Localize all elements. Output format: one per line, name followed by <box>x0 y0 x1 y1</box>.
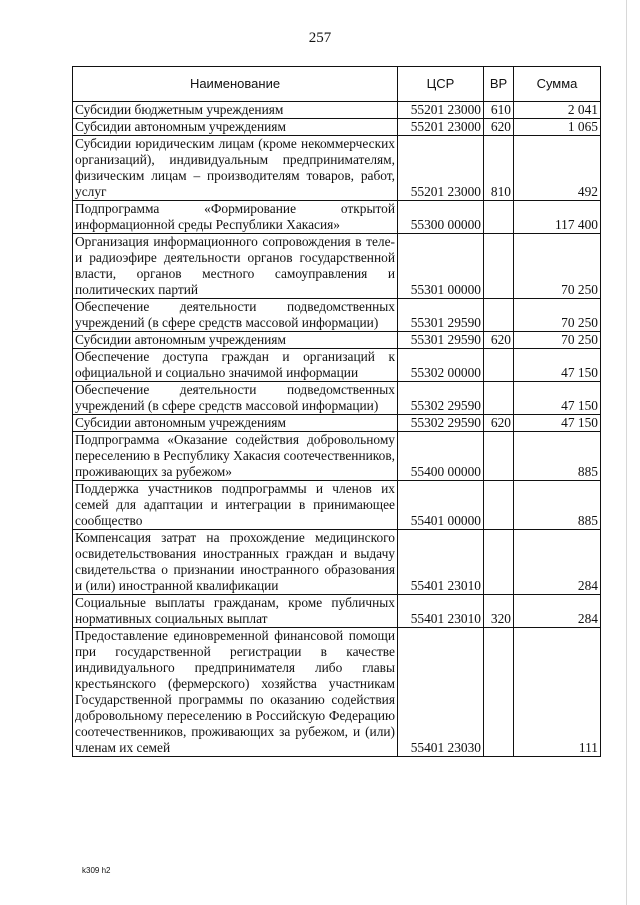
row-sum: 70 250 <box>514 299 601 332</box>
row-sum: 284 <box>514 595 601 628</box>
row-csr: 55300 00000 <box>398 201 484 234</box>
row-csr: 55301 29590 <box>398 332 484 349</box>
row-csr: 55201 23000 <box>398 136 484 201</box>
table-row <box>73 102 601 119</box>
row-csr: 55400 00000 <box>398 432 484 481</box>
table-row <box>73 382 601 415</box>
row-csr: 55201 23000 <box>398 102 484 119</box>
row-sum: 47 150 <box>514 349 601 382</box>
row-name: Социальные выплаты гражданам, кроме публичных нормативных социальных выплат <box>73 595 398 628</box>
row-name: Обеспечение доступа граждан и организаций к официальной и социально значимой информации <box>73 349 398 382</box>
row-name: Подпрограмма «Формирование открытой информационной среды Республики Хакасия» <box>73 201 398 234</box>
row-sum: 117 400 <box>514 201 601 234</box>
row-name: Организация информационного сопровождения в теле- и радиоэфире деятельности органов государственной власти, органов местного самоуправления и политических партий <box>73 234 398 299</box>
row-name: Подпрограмма «Оказание содействия добровольному переселению в Республику Хакасия соотечественников, проживающих за рубежом» <box>73 432 398 481</box>
row-vr: 620 <box>484 332 514 349</box>
row-vr <box>484 299 514 332</box>
table-row <box>73 299 601 332</box>
row-name: Предоставление единовременной финансовой помощи при государственной регистрации в качестве индивидуального предпринимателя либо главы крестьянского (фермерского) хозяйства участникам Государственной программы по оказанию содействия добровольному переселению в Российскую Федерацию соотечественников, проживающих за рубежом, и (или) членам их семей <box>73 628 398 757</box>
row-vr: 610 <box>484 102 514 119</box>
header-name: Наименование <box>73 67 398 102</box>
row-name: Субсидии автономным учреждениям <box>73 119 398 136</box>
header-vr: ВР <box>484 67 514 102</box>
table-row <box>73 119 601 136</box>
row-sum: 885 <box>514 432 601 481</box>
row-csr: 55302 29590 <box>398 415 484 432</box>
row-vr <box>484 201 514 234</box>
row-name: Субсидии автономным учреждениям <box>73 415 398 432</box>
row-name: Субсидии бюджетным учреждениям <box>73 102 398 119</box>
row-sum: 47 150 <box>514 415 601 432</box>
table-row <box>73 201 601 234</box>
footer-code: k309 h2 <box>82 866 111 875</box>
row-sum: 284 <box>514 530 601 595</box>
row-csr: 55302 00000 <box>398 349 484 382</box>
row-vr <box>484 234 514 299</box>
row-vr <box>484 481 514 530</box>
row-name: Субсидии юридическим лицам (кроме некоммерческих организаций), индивидуальным предпринимателям, физическим лицам – производителям товаров, работ, услуг <box>73 136 398 201</box>
row-vr: 320 <box>484 595 514 628</box>
table-row <box>73 332 601 349</box>
row-sum: 492 <box>514 136 601 201</box>
table-row <box>73 415 601 432</box>
table-row <box>73 595 601 628</box>
row-sum: 2 041 <box>514 102 601 119</box>
table-row <box>73 530 601 595</box>
table-row <box>73 432 601 481</box>
row-csr: 55401 23010 <box>398 595 484 628</box>
row-sum: 111 <box>514 628 601 757</box>
row-csr: 55201 23000 <box>398 119 484 136</box>
table-row <box>73 349 601 382</box>
table-row <box>73 136 601 201</box>
row-csr: 55401 00000 <box>398 481 484 530</box>
row-csr: 55302 29590 <box>398 382 484 415</box>
scan-edge-line <box>626 0 627 905</box>
row-name: Обеспечение деятельности подведомственных учреждений (в сфере средств массовой информации) <box>73 299 398 332</box>
row-vr <box>484 382 514 415</box>
row-name: Поддержка участников подпрограммы и членов их семей для адаптации и интеграции в принимающее сообщество <box>73 481 398 530</box>
row-name: Компенсация затрат на прохождение медицинского освидетельствования иностранных граждан и выдачу свидетельства о признании иностранного образования и (или) иностранной квалификации <box>73 530 398 595</box>
row-name: Обеспечение деятельности подведомственных учреждений (в сфере средств массовой информации) <box>73 382 398 415</box>
header-csr: ЦСР <box>398 67 484 102</box>
table-header-row <box>73 67 601 102</box>
page-number: 257 <box>308 30 332 46</box>
row-sum: 1 065 <box>514 119 601 136</box>
row-vr <box>484 530 514 595</box>
row-vr <box>484 432 514 481</box>
table-row <box>73 234 601 299</box>
budget-table <box>72 66 601 757</box>
table-row <box>73 481 601 530</box>
row-vr: 620 <box>484 415 514 432</box>
row-name: Субсидии автономным учреждениям <box>73 332 398 349</box>
row-sum: 47 150 <box>514 382 601 415</box>
row-csr: 55401 23030 <box>398 628 484 757</box>
table-row <box>73 628 601 757</box>
row-vr: 810 <box>484 136 514 201</box>
row-vr: 620 <box>484 119 514 136</box>
header-sum: Сумма <box>514 67 601 102</box>
row-csr: 55401 23010 <box>398 530 484 595</box>
row-vr <box>484 628 514 757</box>
row-sum: 70 250 <box>514 332 601 349</box>
row-vr <box>484 349 514 382</box>
row-sum: 70 250 <box>514 234 601 299</box>
row-csr: 55301 29590 <box>398 299 484 332</box>
row-csr: 55301 00000 <box>398 234 484 299</box>
row-sum: 885 <box>514 481 601 530</box>
